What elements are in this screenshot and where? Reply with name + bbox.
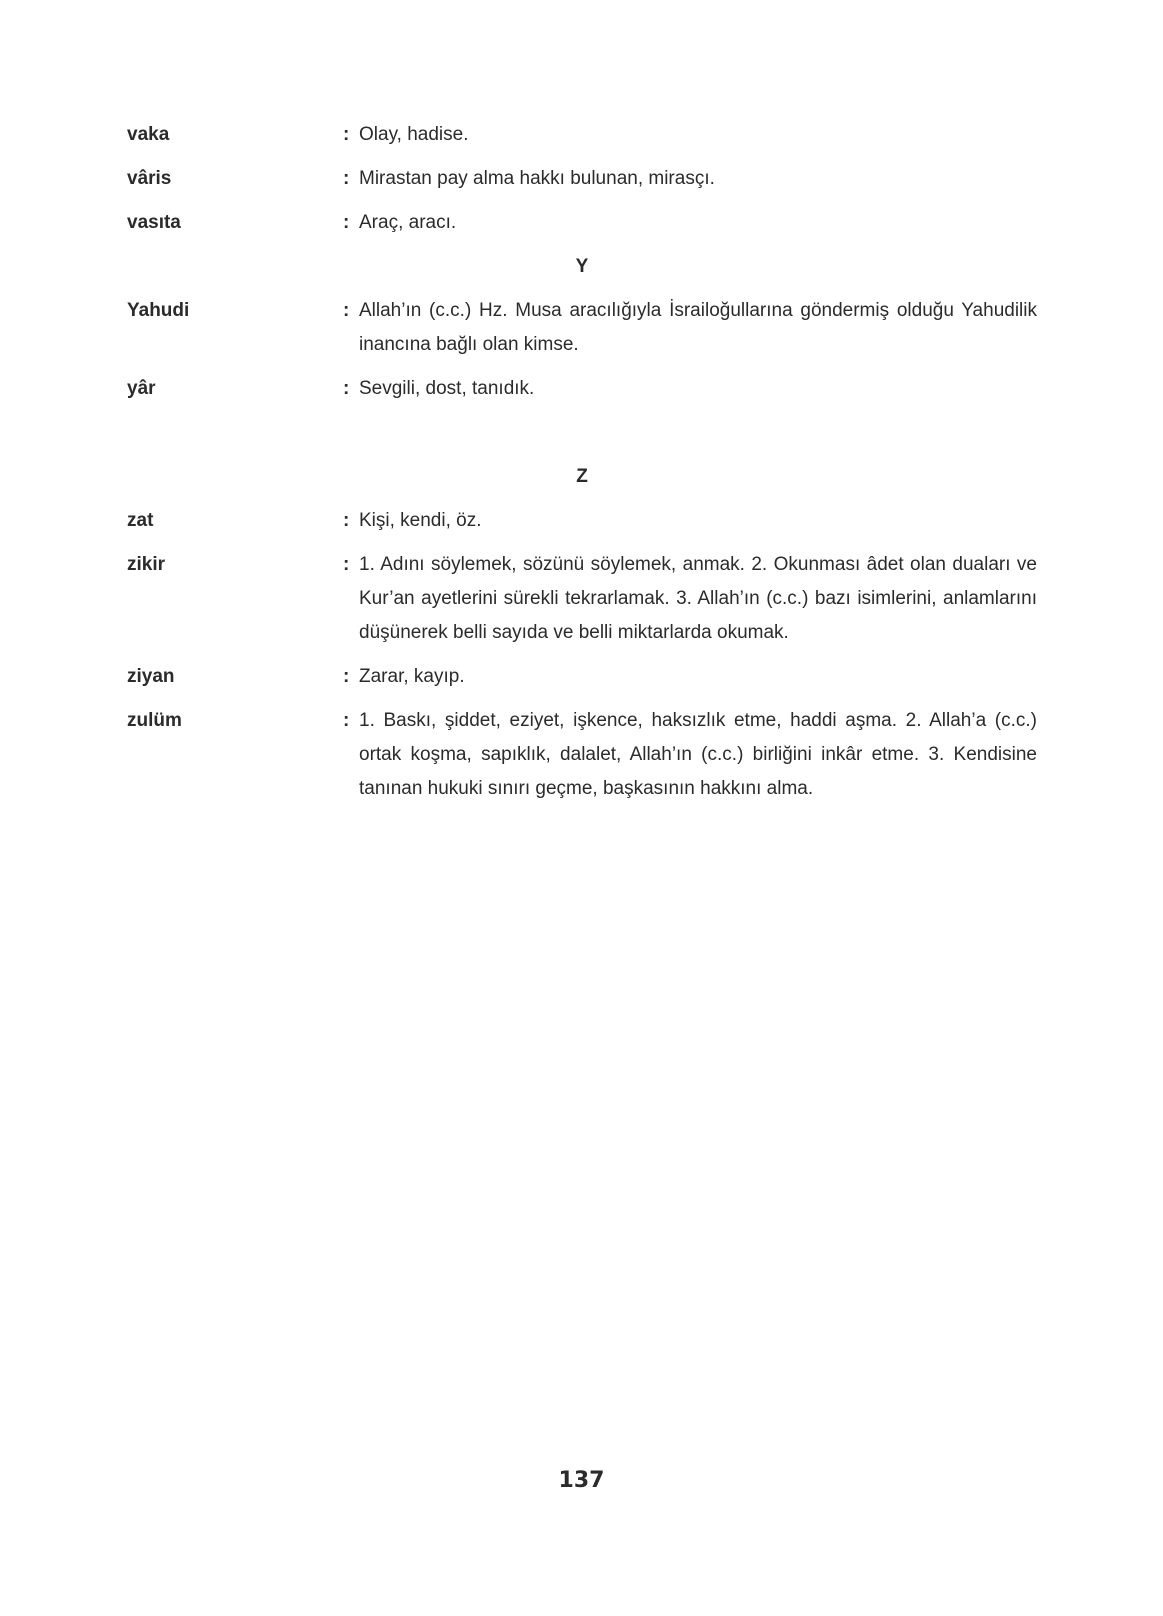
section-heading-z: Z xyxy=(576,466,588,487)
entry-definition: Olay, hadise. xyxy=(359,124,469,145)
glossary-entry-zat xyxy=(127,504,1037,538)
entry-term: zat xyxy=(127,510,154,531)
glossary xyxy=(127,118,1037,806)
entry-term: vâris xyxy=(127,168,172,189)
entry-definition: 1. Baskı, şiddet, eziyet, işkence, haksızlık etme, haddi aşma. 2. Allah’a (c.c.) ortak koşma, sapıklık, dalalet, Allah’ın (c.c.) birliğini inkâr etme. 3. Kendisine tanınan hukuki sınırı geçme, başkasının hakkını alma. xyxy=(359,710,1037,799)
glossary-entry-vaka xyxy=(127,118,1037,152)
entry-separator: : xyxy=(343,212,350,233)
entry-separator: : xyxy=(343,510,350,531)
entry-definition: Allah’ın (c.c.) Hz. Musa aracılığıyla İsrailoğullarına göndermiş olduğu Yahudilik inancına bağlı olan kimse. xyxy=(359,300,1037,355)
glossary-entry-varis xyxy=(127,162,1037,196)
entry-separator: : xyxy=(343,378,350,399)
glossary-entry-yahudi xyxy=(127,294,1037,362)
entry-separator: : xyxy=(343,710,350,731)
entry-term: vasıta xyxy=(127,212,181,233)
entry-term: zulüm xyxy=(127,710,182,731)
entry-separator: : xyxy=(343,300,350,321)
glossary-entry-vasita xyxy=(127,206,1037,240)
glossary-entry-zulum xyxy=(127,704,1037,806)
entry-term: ziyan xyxy=(127,666,175,687)
glossary-entry-yar xyxy=(127,372,1037,406)
entry-definition: 1. Adını söylemek, sözünü söylemek, anmak. 2. Okunması âdet olan duaları ve Kur’an ayetlerini sürekli tekrarlamak. 3. Allah’ın (c.c.) bazı isimlerini, anlamlarını düşünerek belli sayıda ve belli miktarlarda okumak. xyxy=(359,554,1037,643)
entry-definition: Zarar, kayıp. xyxy=(359,666,465,687)
section-heading-y: Y xyxy=(575,256,589,277)
entry-term: zikir xyxy=(127,554,166,575)
entry-separator: : xyxy=(343,168,350,189)
entry-separator: : xyxy=(343,666,350,687)
entry-definition: Kişi, kendi, öz. xyxy=(359,510,482,531)
entry-separator: : xyxy=(343,124,350,145)
entry-term: yâr xyxy=(127,378,156,399)
entry-term: Yahudi xyxy=(127,300,190,321)
entry-definition: Araç, aracı. xyxy=(359,212,457,233)
page-number: 137 xyxy=(558,1468,605,1493)
entry-term: vaka xyxy=(127,124,170,145)
entry-definition: Sevgili, dost, tanıdık. xyxy=(359,378,535,399)
glossary-entry-zikir xyxy=(127,548,1037,650)
glossary-entry-ziyan xyxy=(127,660,1037,694)
entry-definition: Mirastan pay alma hakkı bulunan, mirasçı. xyxy=(359,168,715,189)
entry-separator: : xyxy=(343,554,350,575)
